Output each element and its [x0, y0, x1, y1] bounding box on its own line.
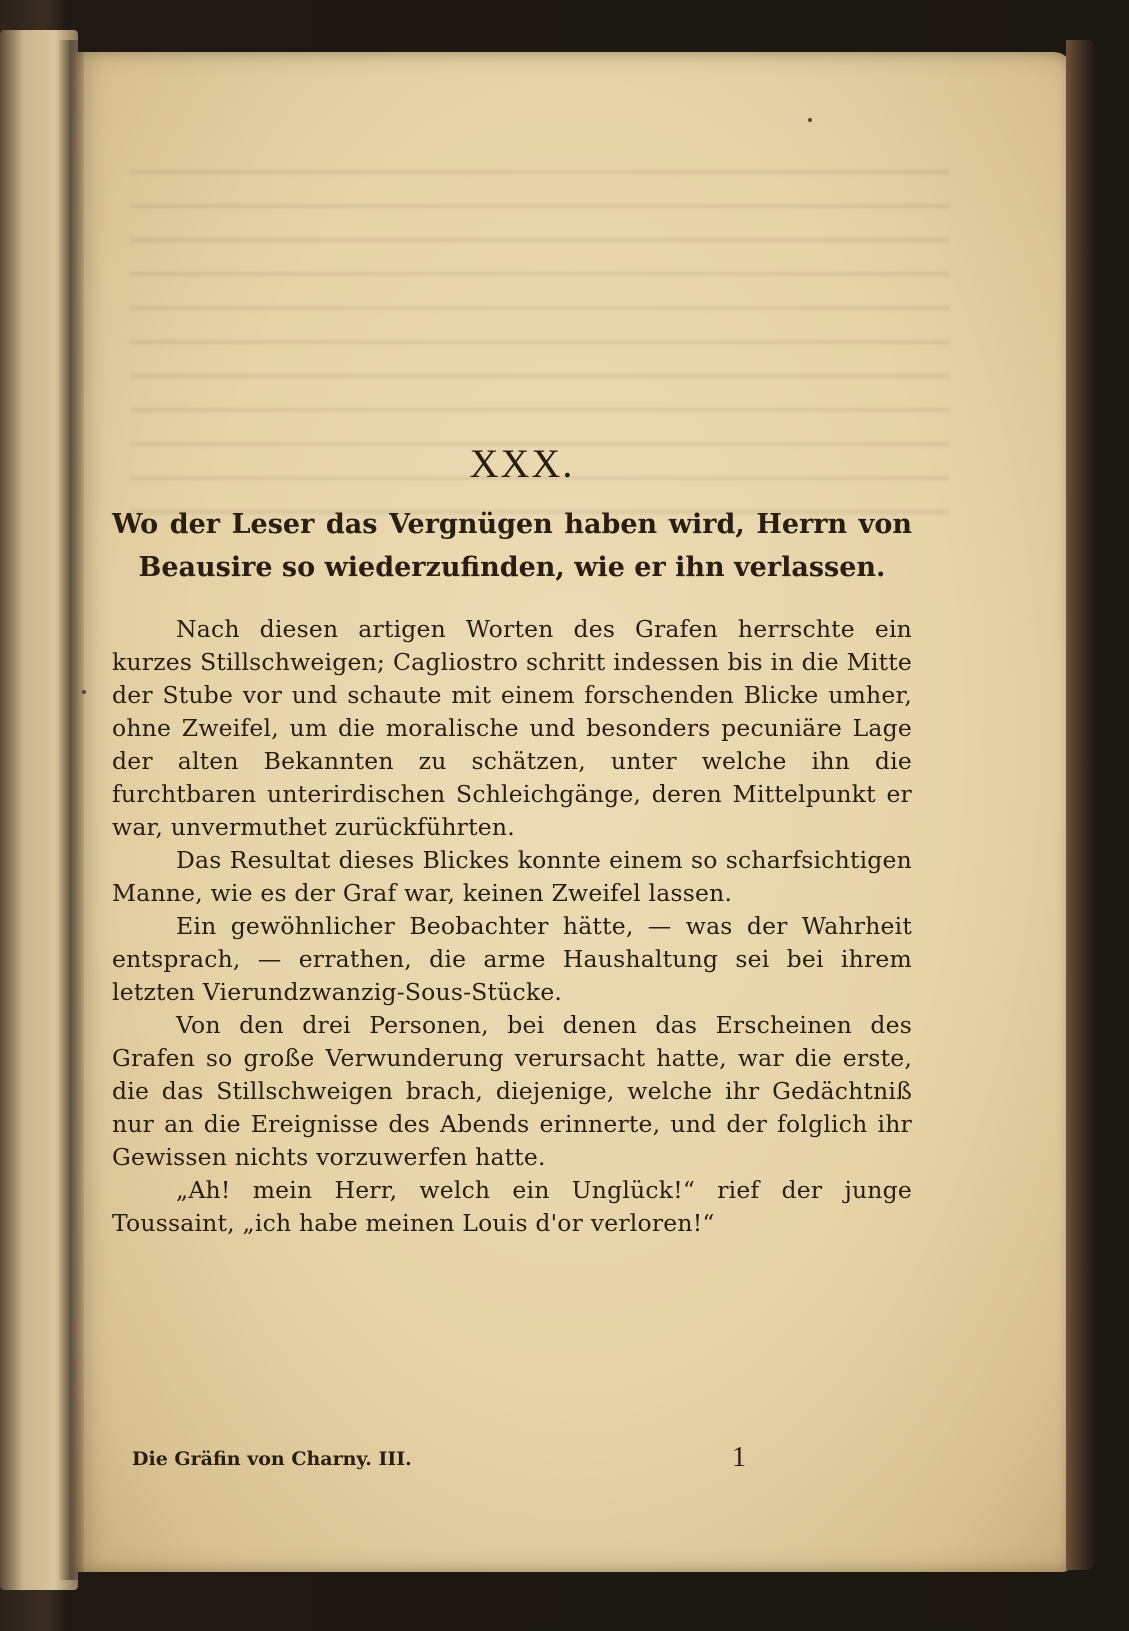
page-footer: [132, 1442, 912, 1478]
paper-speck: [808, 118, 812, 122]
page-content: [112, 440, 912, 1240]
paragraph: Von den drei Personen, bei denen das Erscheinen des Grafen so große Verwunderung verursacht hatte, war die erste, die das Stillschweigen brach, diejenige, welche ihr Gedächtniß nur an die Ereignisse des Abends erinnerte, und der folglich ihr Gewissen nichts vorzuwerfen hatte.: [112, 1011, 912, 1171]
body-text: [112, 613, 912, 1240]
spine-shadow: [58, 40, 84, 1580]
paragraph: Das Resultat dieses Blickes konnte einem so scharfsichtigen Manne, wie es der Graf war, keinen Zweifel lassen.: [112, 846, 912, 907]
paragraph: Nach diesen artigen Worten des Grafen herrschte ein kurzes Stillschweigen; Cagliostro schritt indessen bis in die Mitte der Stube vor und schaute mit einem forschenden Blicke umher, ohne Zweifel, um die moralische und besonders pecuniäre Lage der alten Bekannten zu schätzen, unter welche ihn die furchtbaren unterirdischen Schleichgänge, deren Mittelpunkt er war, unvermuthet zurückführten.: [112, 615, 912, 841]
chapter-number: XXX.: [469, 441, 575, 486]
paragraph: Ein gewöhnlicher Beobachter hätte, — was der Wahrheit entsprach, — errathen, die arme Haushaltung sei bei ihrem letzten Vierundzwanzig-Sous-Stücke.: [112, 912, 912, 1006]
paper-speck: [82, 690, 86, 694]
right-book-edge: [1066, 40, 1096, 1570]
running-title: Die Gräfin von Charny. III.: [132, 1448, 412, 1470]
signature-mark: 1: [732, 1442, 746, 1473]
chapter-title: Wo der Leser das Vergnügen haben wird, Herrn von Beausire so wiederzufinden, wie er ihn verlassen.: [112, 509, 912, 583]
paragraph: „Ah! mein Herr, welch ein Unglück!“ rief der junge Toussaint, „ich habe meinen Louis d'or verloren!“: [112, 1176, 912, 1237]
